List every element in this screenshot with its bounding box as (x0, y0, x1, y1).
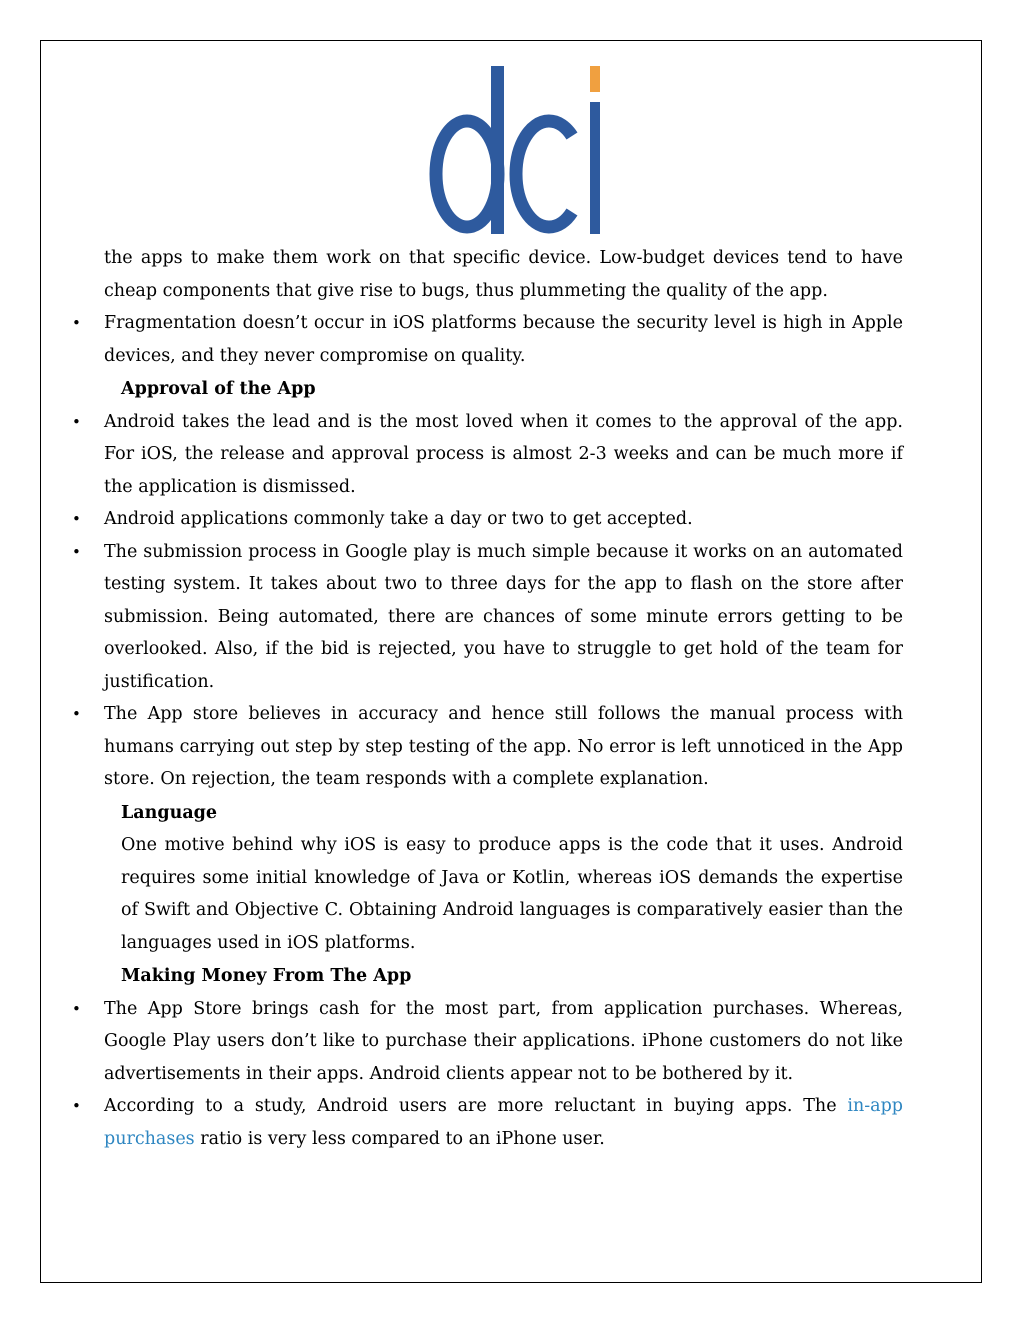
heading-approval: Approval of the App (121, 379, 316, 399)
bullet-icon: • (72, 705, 81, 723)
bullet-icon: • (72, 510, 81, 528)
bullet-item (72, 698, 903, 796)
bullet-text: The App Store brings cash for the most part, from application purchases. Whereas, Google Play users don’t like to purchase their applications. iPhone customers do not like advertisements in their apps. Android clients appear not to be bothered by it. (104, 998, 903, 1084)
bullet-icon: • (72, 542, 81, 561)
bullet-item (72, 993, 903, 1091)
bullet-text-fragmentation: Fragmentation doesn’t occur in iOS platforms because the security level is high in Apple devices, and they never compromise on quality. (104, 313, 903, 366)
bullet-text: The App store believes in accuracy and hence still follows the manual process with humans carrying out step by step testing of the app. No error is left unnoticed in the App store. On rejection, the team responds with a complete explanation. (104, 704, 903, 789)
bullet-text: Android applications commonly take a day or two to get accepted. (104, 509, 693, 529)
language-paragraph: One motive behind why iOS is easy to produce apps is the code that it uses. Android requires some initial knowledge of Java or Kotlin, whereas iOS demands the expertise of Swift and Objective C. Obtaining Android languages is comparatively easier than the languages used in iOS platforms. (121, 835, 903, 953)
bullet-icon: • (72, 1097, 81, 1115)
heading-making-money: Making Money From The App (121, 966, 412, 986)
dci-logo-graphic (424, 62, 604, 237)
logo-letter-d-stem (491, 66, 504, 234)
intro-continuation: the apps to make them work on that specific device. Low-budget devices tend to have cheap components that give rise to bugs, thus plummeting the quality of the app. (104, 248, 903, 301)
bullet-icon: • (72, 412, 81, 431)
in-app-purchases-link[interactable]: in-app purchases (104, 1096, 903, 1149)
bullet-text-before-link: According to a study, Android users are more reluctant in buying apps. The (104, 1096, 848, 1116)
bullet-icon: • (72, 999, 81, 1018)
dci-logo (424, 62, 604, 237)
bullet-item (72, 406, 903, 504)
bullet-text: Android takes the lead and is the most loved when it comes to the approval of the app. For iOS, the release and approval process is almost 2-3 weeks and can be much more if the application is dismissed. (104, 411, 903, 497)
logo-letter-d-bowl (436, 121, 498, 227)
bullet-item (72, 536, 903, 699)
bullet-text-after-link: ratio is very less compared to an iPhone user. (194, 1128, 605, 1149)
bullet-item (72, 307, 903, 372)
bullet-text: The submission process in Google play is much simple because it works on an automated testing system. It takes about two to three days for the app to flash on the store after submission. Being automated, there are chances of some minute errors getting to be overlooked. Also, if the bid is rejected, you have to struggle to get hold of the team for justification. (104, 541, 903, 692)
logo-letter-i-stem (590, 102, 600, 234)
bullet-item (72, 1090, 903, 1155)
logo-letter-c (516, 121, 572, 227)
logo-letter-i-dot (590, 66, 600, 92)
heading-language: Language (121, 802, 218, 823)
bullet-item (72, 503, 903, 536)
bullet-icon: • (72, 314, 81, 332)
document-body (72, 242, 903, 1155)
